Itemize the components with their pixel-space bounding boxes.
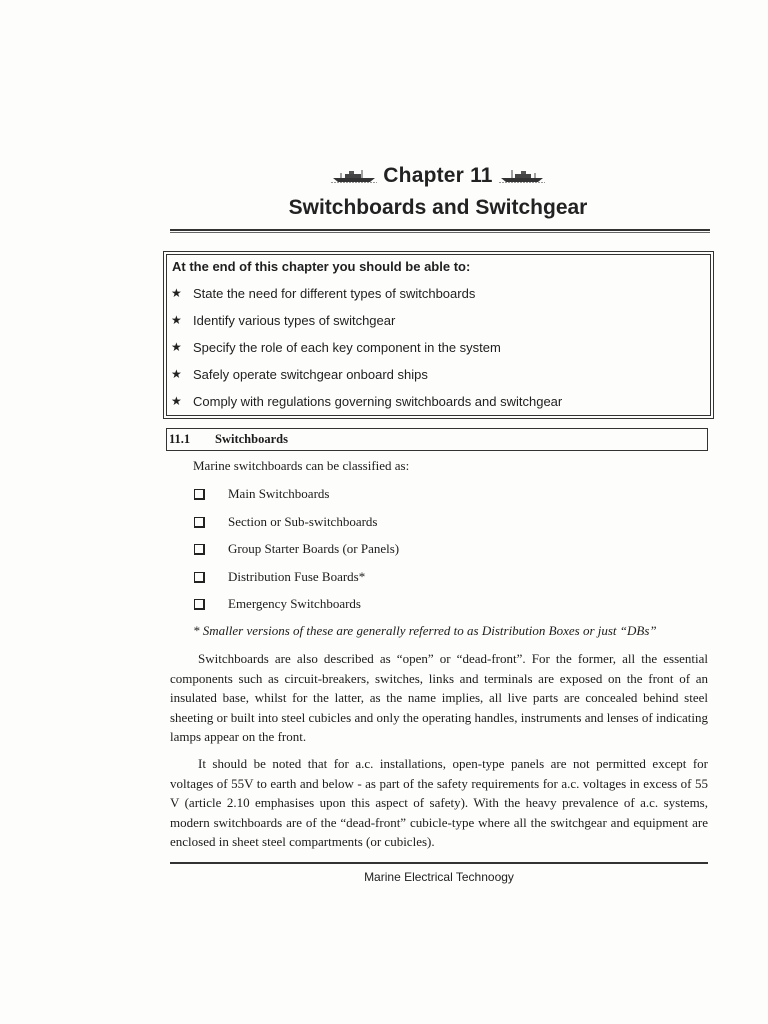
footnote: * Smaller versions of these are generally referred to as Distribution Boxes or just “DBs” bbox=[193, 623, 657, 638]
list-item bbox=[193, 590, 593, 618]
objective-text: Identify various types of switchgear bbox=[193, 313, 396, 328]
list-item bbox=[167, 388, 710, 415]
objectives-list bbox=[167, 280, 710, 415]
objectives-box bbox=[163, 251, 714, 419]
objectives-heading: At the end of this chapter you should be able to: bbox=[172, 259, 471, 274]
chapter-title: Switchboards and Switchgear bbox=[288, 196, 588, 219]
section-title: Switchboards bbox=[215, 432, 288, 446]
objective-text: Specify the role of each key component in the system bbox=[193, 340, 501, 355]
star-icon: ★ bbox=[171, 313, 182, 327]
checkbox-icon bbox=[194, 544, 205, 555]
page-footer: Marine Electrical Technoogy bbox=[364, 870, 514, 884]
body-paragraph: It should be noted that for a.c. installations, open-type panels are not permitted except for voltages of 55V to earth and below - as part of the safety requirements for a.c. voltages in excess of 55 V (article 2.10 emphasises upon this aspect of safety). With the heavy prevalence of a.c. systems, modern switchboards are of the “dead-front” cubicle-type where all the switchgear and equipment are enclosed in sheet steel compartments (or cubicles). bbox=[170, 756, 708, 850]
list-item bbox=[167, 334, 710, 361]
list-item bbox=[167, 280, 710, 307]
checkbox-icon bbox=[194, 572, 205, 583]
chapter-label: Chapter 11 bbox=[383, 164, 493, 187]
list-item bbox=[193, 480, 593, 508]
ship-icon bbox=[499, 169, 545, 183]
section-heading bbox=[166, 428, 708, 451]
type-text: Distribution Fuse Boards* bbox=[228, 568, 366, 584]
ship-icon bbox=[331, 169, 377, 183]
section-number: 11.1 bbox=[169, 432, 191, 446]
list-item bbox=[167, 361, 710, 388]
title-divider bbox=[170, 229, 710, 233]
star-icon: ★ bbox=[171, 340, 182, 354]
type-text: Main Switchboards bbox=[228, 486, 330, 501]
star-icon: ★ bbox=[171, 286, 182, 300]
checkbox-icon bbox=[194, 599, 205, 610]
checkbox-icon bbox=[194, 489, 205, 500]
type-text: Group Starter Boards (or Panels) bbox=[228, 541, 400, 556]
footer-divider bbox=[170, 862, 708, 864]
list-item bbox=[193, 508, 593, 536]
list-item bbox=[193, 563, 593, 591]
section-intro: Marine switchboards can be classified as: bbox=[193, 458, 410, 473]
objective-text: Comply with regulations governing switchboards and switchgear bbox=[193, 394, 563, 409]
type-text: Emergency Switchboards bbox=[228, 596, 361, 611]
star-icon: ★ bbox=[171, 394, 182, 408]
switchboard-types-list bbox=[193, 480, 593, 618]
list-item bbox=[193, 535, 593, 563]
body-paragraph: Switchboards are also described as “open” or “dead-front”. For the former, all the essential components such as circuit-breakers, switches, links and terminals are exposed on the front of an insulated base, whilst for the latter, as the name implies, all live parts are concealed behind steel sheeting or built into steel cubicles and only the operating handles, instruments and lenses of indicating lamps appear on the front. bbox=[170, 651, 708, 745]
objective-text: Safely operate switchgear onboard ships bbox=[193, 367, 428, 382]
list-item bbox=[167, 307, 710, 334]
checkbox-icon bbox=[194, 517, 205, 528]
chapter-heading bbox=[168, 162, 708, 190]
star-icon: ★ bbox=[171, 367, 182, 381]
objective-text: State the need for different types of switchboards bbox=[193, 286, 476, 301]
type-text: Section or Sub-switchboards bbox=[228, 513, 378, 529]
